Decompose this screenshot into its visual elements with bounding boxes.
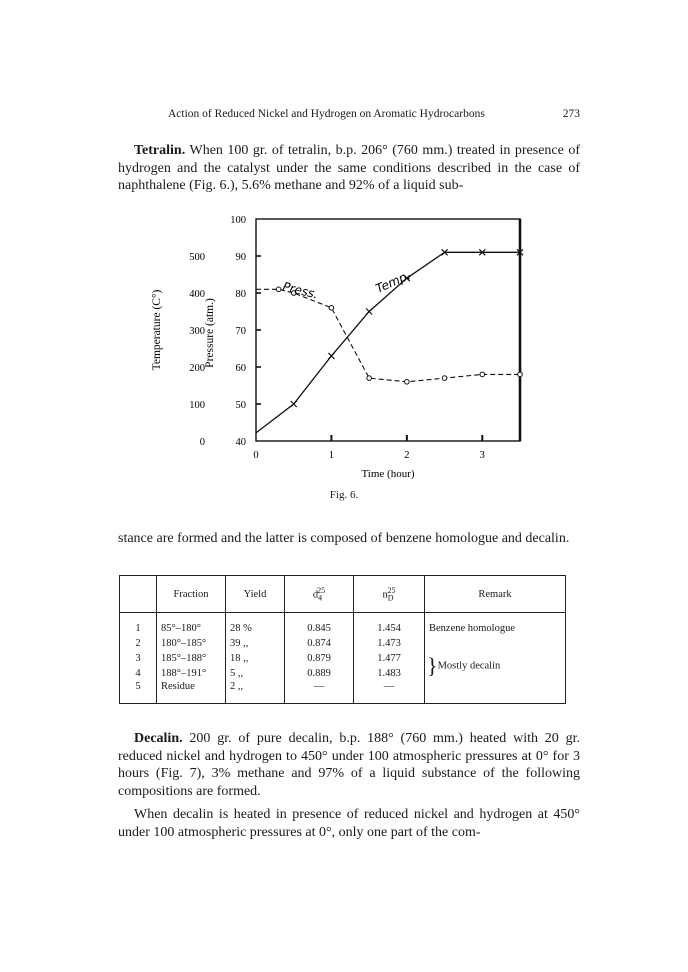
cell-yield: 2 ,, (226, 681, 285, 704)
temperature-point (328, 353, 334, 359)
page-number: 273 (562, 108, 580, 120)
pressure-point (442, 376, 447, 381)
cell-remark: Benzene homologue (425, 613, 566, 637)
decalin-text-1: 200 gr. of pure decalin, b.p. 188° (760 mm.) heated with 20 gr. reduced nickel and hydrogen to 450° under 100 atmospheric pressures at 0° for 3 hours (Fig. 7), 3% methane and 97% of a liquid substance of the following compositions are formed. (118, 731, 580, 799)
cell-refractive-index: 1.477 (354, 651, 425, 666)
temperature-tick-label: 0 (199, 437, 205, 448)
cell-no: 1 (120, 613, 157, 637)
brace-icon: } (427, 653, 438, 678)
cell-fraction: 85°–180° (157, 613, 226, 637)
pressure-tick-label: 70 (235, 326, 246, 337)
table-header-remark: Remark (425, 576, 566, 613)
figure-caption: Fig. 6. (329, 489, 359, 501)
pressure-point (276, 287, 281, 292)
pressure-point (518, 372, 523, 377)
cell-density: 0.889 (285, 666, 354, 681)
cell-density: — (285, 681, 354, 704)
pressure-tick-label: 60 (235, 363, 246, 374)
pressure-tick-label: 40 (235, 437, 246, 448)
pressure-point (367, 376, 372, 381)
cell-density: 0.874 (285, 636, 354, 651)
cell-yield: 39 ,, (226, 636, 285, 651)
temperature-tick-label: 400 (189, 289, 205, 300)
pressure-tick-label: 90 (235, 252, 246, 263)
decalin-heading: Decalin. (134, 731, 183, 746)
cell-refractive-index: — (354, 681, 425, 704)
cell-no: 2 (120, 636, 157, 651)
table-header-density: $d_4^{25}$ (285, 576, 354, 613)
press-curve-label: Press. (281, 279, 320, 302)
table-row (120, 681, 566, 704)
cell-yield: 28 % (226, 613, 285, 637)
fraction-table (119, 575, 566, 705)
table-header-refractive-index: $n_D^{25}$ (354, 576, 425, 613)
temperature-point (291, 401, 297, 407)
cell-refractive-index: 1.473 (354, 636, 425, 651)
cell-fraction: 180°–185° (157, 636, 226, 651)
cell-no: 5 (120, 681, 157, 704)
temperature-tick-label: 200 (189, 363, 205, 374)
middle-paragraph: stance are formed and the latter is composed of benzene homologue and decalin. (118, 531, 570, 546)
cell-refractive-index: 1.483 (354, 666, 425, 681)
decalin-paragraph (118, 730, 580, 800)
temperature-ticks (189, 252, 205, 448)
temperature-tick-label: 300 (189, 326, 205, 337)
cell-yield: 5 ,, (226, 666, 285, 681)
cell-density: 0.845 (285, 613, 354, 637)
cell-no: 4 (120, 666, 157, 681)
table-row (120, 651, 566, 666)
time-tick-label: 3 (479, 450, 485, 461)
pressure-series-line (256, 289, 520, 382)
pressure-tick-label: 50 (235, 400, 246, 411)
cell-no: 3 (120, 651, 157, 666)
table-header-no (120, 576, 157, 613)
cell-density: 0.879 (285, 651, 354, 666)
time-tick-label: 1 (328, 450, 335, 461)
temp-curve-label: Temp. (373, 268, 413, 296)
table-header-row (120, 576, 566, 613)
table-row (120, 613, 566, 637)
pressure-point (329, 306, 334, 311)
cell-remark-grouped (425, 651, 566, 681)
pressure-point (405, 380, 410, 385)
tetralin-heading: Tetralin. (134, 143, 186, 158)
pressure-point (480, 372, 485, 377)
cell-refractive-index: 1.454 (354, 613, 425, 637)
remark-mostly-decalin: Mostly decalin (437, 660, 501, 672)
table-row (120, 636, 566, 651)
tetralin-text: When 100 gr. of tetralin, b.p. 206° (760 mm.) treated in presence of hydrogen and the catalyst under the same conditions described in the case of naphthalene (Fig. 6.), 5.6% methane and 92% of a liquid sub- (118, 143, 581, 193)
table-header-fraction: Fraction (157, 576, 226, 613)
temperature-point (366, 309, 372, 315)
temperature-tick-label: 100 (189, 400, 205, 411)
decalin-paragraph-2: When decalin is heated in presence of reduced nickel and hydrogen at 450° under 100 atmospheric pressures at 0°, only one part of the com- (118, 807, 580, 840)
cell-fraction: 185°–188° (157, 651, 226, 666)
cell-fraction: 188°–191° (157, 666, 226, 681)
cell-remark (425, 636, 566, 651)
cell-fraction: Residue (157, 681, 226, 704)
temperature-axis-label: Temperature (C°) (151, 289, 163, 371)
time-tick-label: 0 (253, 450, 259, 461)
temperature-tick-label: 500 (189, 252, 205, 263)
cell-remark (425, 681, 566, 704)
time-ticks (253, 435, 485, 461)
time-tick-label: 2 (404, 450, 410, 461)
table-header-yield: Yield (226, 576, 285, 613)
cell-yield: 18 ,, (226, 651, 285, 666)
time-axis-label: Time (hour) (361, 468, 415, 480)
pressure-axis-label: Pressure (atm.) (204, 298, 216, 368)
pressure-tick-label: 80 (235, 289, 246, 300)
running-title: Action of Reduced Nickel and Hydrogen on Aromatic Hydrocarbons (168, 108, 485, 120)
pressure-tick-label: 100 (230, 215, 246, 226)
